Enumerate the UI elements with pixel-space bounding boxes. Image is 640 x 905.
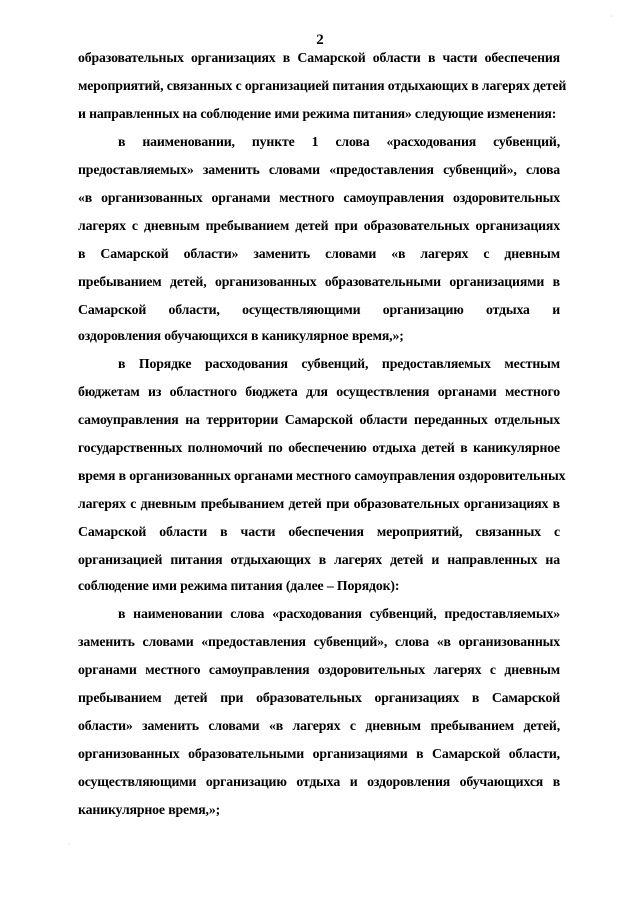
paragraph-line: в наименовании слова «расходования субвенций, предоставляемых» bbox=[118, 606, 560, 621]
page-number: 2 bbox=[316, 32, 324, 48]
paragraph-line: «в организованных органами местного самоуправления оздоровительных bbox=[78, 190, 560, 205]
scan-speck: · bbox=[610, 12, 613, 21]
paragraph-line: Самарской области, осуществляющими организацию отдыха и bbox=[78, 302, 560, 317]
paragraph-line: органами местного самоуправления оздоровительных лагерях с дневным bbox=[78, 662, 560, 677]
paragraph-line: в наименовании, пункте 1 слова «расходования субвенций, bbox=[118, 134, 560, 149]
paragraph-line: оздоровления обучающихся в каникулярное время,»; bbox=[78, 328, 404, 343]
paragraph-line: бюджетам из областного бюджета для осуществления органами местного bbox=[78, 384, 560, 399]
paragraph-line: предоставляемых» заменить словами «предоставления субвенций», слова bbox=[78, 162, 560, 177]
paragraph-line: организацией питания отдыхающих в лагерях детей и направленных на bbox=[78, 552, 560, 567]
paragraph-line: лагерях с дневным пребыванием детей при образовательных организациях в bbox=[78, 496, 560, 511]
paragraph-line: и направленных на соблюдение ими режима питания» следующие изменения: bbox=[78, 106, 557, 121]
paragraph-line: время в организованных органами местного самоуправления оздоровительных bbox=[78, 468, 566, 483]
paragraph-line: Самарской области в части обеспечения мероприятий, связанных с bbox=[78, 524, 560, 539]
paragraph-line: организованных образовательными организациями в Самарской области, bbox=[78, 746, 560, 761]
paragraph-line: каникулярное время,»; bbox=[78, 802, 221, 817]
paragraph-line: осуществляющими организацию отдыха и оздоровления обучающихся в bbox=[78, 774, 560, 789]
paragraph-line: самоуправления на территории Самарской области переданных отдельных bbox=[78, 412, 560, 427]
scan-speck: · bbox=[68, 840, 71, 849]
paragraph-line: мероприятий, связанных с организацией питания отдыхающих в лагерях детей bbox=[78, 78, 567, 93]
paragraph-line: пребыванием детей, организованных образовательными организациями в bbox=[78, 274, 560, 289]
paragraph-line: лагерях с дневным пребыванием детей при образовательных организациях bbox=[78, 218, 560, 233]
paragraph-line: в Самарской области» заменить словами «в лагерях с дневным bbox=[78, 246, 560, 261]
paragraph-line: образовательных организациях в Самарской области в части обеспечения bbox=[78, 50, 560, 65]
paragraph-line: области» заменить словами «в лагерях с дневным пребыванием детей, bbox=[78, 718, 560, 733]
paragraph-line: соблюдение ими режима питания (далее – Порядок): bbox=[78, 578, 400, 593]
paragraph-line: государственных полномочий по обеспечению отдыха детей в каникулярное bbox=[78, 440, 560, 455]
paragraph-line: в Порядке расходования субвенций, предоставляемых местным bbox=[118, 356, 560, 371]
paragraph-line: заменить словами «предоставления субвенций», слова «в организованных bbox=[78, 634, 560, 649]
paragraph-line: пребыванием детей при образовательных организациях в Самарской bbox=[78, 690, 560, 705]
